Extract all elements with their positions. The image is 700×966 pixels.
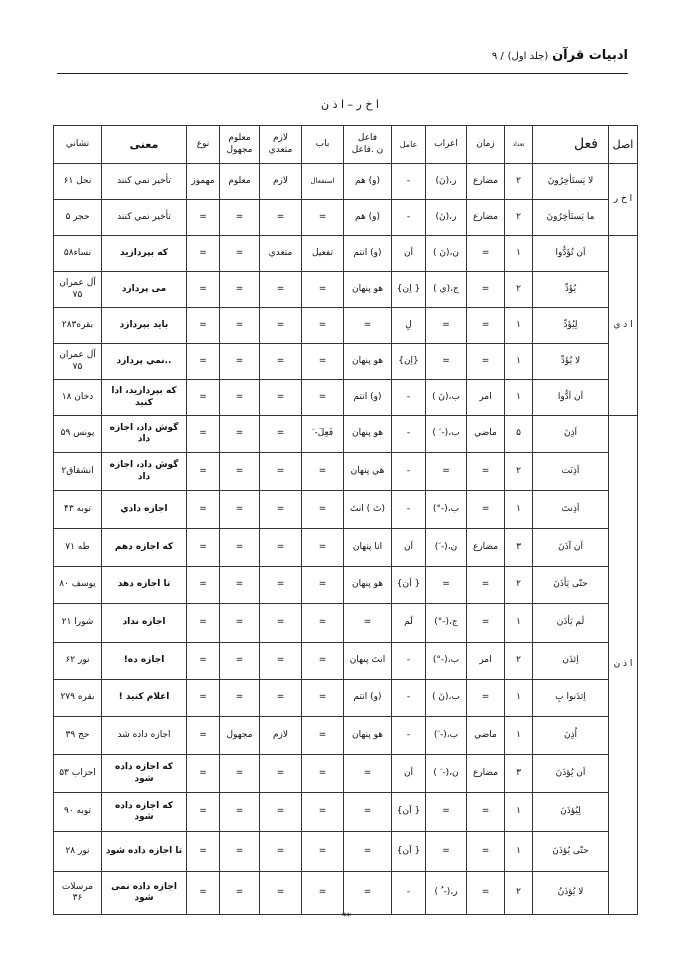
verb-cell: اَذِنتَ (533, 491, 609, 529)
zaman-cell: مضارع (467, 164, 505, 200)
col-header-malum-line2: مجهول (226, 144, 253, 155)
erab-cell: ر،(نَ) (426, 164, 467, 200)
erab-cell: ر،(- ُ ) (426, 872, 467, 915)
erab-cell: ج،(-°) (426, 604, 467, 643)
zaman-cell: = (467, 308, 505, 344)
zaman-cell: = (467, 604, 505, 643)
zaman-cell: = (467, 344, 505, 380)
tedad-cell: ۲ (505, 453, 533, 491)
col-header-fael (344, 126, 392, 164)
bab-cell: = (302, 453, 344, 491)
amel-cell: - (392, 200, 426, 236)
table-row (54, 344, 638, 380)
lazem-cell: = (260, 680, 302, 717)
fael-cell: (تَ ) انتَ (344, 491, 392, 529)
tedad-cell: ۱ (505, 236, 533, 272)
neshani-cell: آل عمران ۷۵ (54, 344, 102, 380)
root-cell: ا خ ر (609, 164, 638, 236)
verb-cell: لا يُؤذَنُ (533, 872, 609, 915)
neshani-cell: توبه ۴۳ (54, 491, 102, 529)
bab-cell: = (302, 872, 344, 915)
verb-cell: اِئذَن (533, 643, 609, 680)
col-header-now: نوع (187, 126, 220, 164)
fael-cell: هو پنهان (344, 272, 392, 308)
amel-cell: - (392, 453, 426, 491)
neshani-cell: حج ۳۹ (54, 717, 102, 755)
verb-cell: اُذِنَ (533, 717, 609, 755)
tedad-cell: ۲ (505, 872, 533, 915)
tedad-cell: ۲ (505, 200, 533, 236)
neshani-cell: نور ۲۸ (54, 832, 102, 872)
now-cell: = (187, 272, 220, 308)
now-cell: = (187, 755, 220, 793)
verb-cell: اِئذَنوا بِ (533, 680, 609, 717)
zaman-cell: = (467, 272, 505, 308)
table-body (54, 164, 638, 915)
now-cell: = (187, 832, 220, 872)
zaman-cell: = (467, 567, 505, 604)
malum-cell: = (220, 344, 260, 380)
malum-cell: معلوم (220, 164, 260, 200)
now-cell: = (187, 200, 220, 236)
malum-cell: = (220, 604, 260, 643)
lazem-cell: = (260, 380, 302, 416)
fael-cell: (و) هم (344, 164, 392, 200)
mana-cell: كه بپردازید، ادا كنید (102, 380, 187, 416)
amel-cell: - (392, 680, 426, 717)
fael-cell: (و) هم (344, 200, 392, 236)
fael-cell: هو پنهان (344, 344, 392, 380)
tedad-cell: ۱ (505, 604, 533, 643)
malum-cell: = (220, 236, 260, 272)
fael-cell: هي پنهان (344, 453, 392, 491)
lazem-cell: = (260, 491, 302, 529)
table-row (54, 308, 638, 344)
amel-cell: - (392, 643, 426, 680)
zaman-cell: = (467, 872, 505, 915)
tedad-cell: ۱ (505, 380, 533, 416)
tedad-cell: ۲ (505, 272, 533, 308)
bab-cell: = (302, 380, 344, 416)
table-header-row (54, 126, 638, 164)
now-cell: = (187, 453, 220, 491)
col-header-malum (220, 126, 260, 164)
table-row (54, 717, 638, 755)
neshani-cell: بقره ۲۷۹ (54, 680, 102, 717)
zaman-cell: امر (467, 380, 505, 416)
erab-cell: ب،(نَ ) (426, 680, 467, 717)
root-cell: ا د ي (609, 236, 638, 416)
col-header-erab: اعراب (426, 126, 467, 164)
amel-cell: اَن (392, 236, 426, 272)
tedad-cell: ۱ (505, 344, 533, 380)
verb-cell: اَن تُؤَدُّوا (533, 236, 609, 272)
zaman-cell: = (467, 832, 505, 872)
table-row (54, 529, 638, 567)
root-cell: ا ذ ن (609, 416, 638, 915)
erab-cell: = (426, 793, 467, 832)
amel-cell: - (392, 380, 426, 416)
tedad-cell: ۳ (505, 755, 533, 793)
zaman-cell: مضارع (467, 529, 505, 567)
lazem-cell: = (260, 453, 302, 491)
fael-cell: = (344, 604, 392, 643)
col-header-lazem (260, 126, 302, 164)
malum-cell: = (220, 416, 260, 453)
mana-cell: اجازه دادي (102, 491, 187, 529)
lazem-cell: = (260, 755, 302, 793)
col-header-zaman: زمان (467, 126, 505, 164)
tedad-cell: ۱ (505, 308, 533, 344)
col-header-malum-line1: معلوم (228, 133, 251, 144)
fael-cell: هو پنهان (344, 416, 392, 453)
table-row (54, 491, 638, 529)
table-row (54, 416, 638, 453)
amel-cell: اَن (392, 529, 426, 567)
table-row (54, 567, 638, 604)
table-row (54, 832, 638, 872)
verb-cell: لِيُؤذَنَ (533, 793, 609, 832)
tedad-cell: ۱ (505, 680, 533, 717)
table-row (54, 872, 638, 915)
tedad-cell: ۳ (505, 529, 533, 567)
lazem-cell: = (260, 272, 302, 308)
malum-cell: = (220, 872, 260, 915)
tedad-cell: ۲ (505, 643, 533, 680)
fael-cell: هو پنهان (344, 567, 392, 604)
verb-cell: لِيُؤَدِّ (533, 308, 609, 344)
lazem-cell: = (260, 308, 302, 344)
amel-cell: لِ (392, 308, 426, 344)
zaman-cell: ماضي (467, 717, 505, 755)
now-cell: = (187, 416, 220, 453)
fael-cell: = (344, 755, 392, 793)
lazem-cell: = (260, 643, 302, 680)
neshani-cell: شورا ۲۱ (54, 604, 102, 643)
lazem-cell: لازم (260, 717, 302, 755)
neshani-cell: یوسف ۸۰ (54, 567, 102, 604)
amel-cell: - (392, 717, 426, 755)
erab-cell: = (426, 832, 467, 872)
fael-cell: = (344, 308, 392, 344)
fael-cell: انتَ پنهان (344, 643, 392, 680)
mana-cell: كه اجازه دهم (102, 529, 187, 567)
bab-cell: = (302, 272, 344, 308)
bab-cell: = (302, 529, 344, 567)
tedad-cell: ۱ (505, 491, 533, 529)
tedad-cell: ۲ (505, 164, 533, 200)
table-row (54, 680, 638, 717)
page-number: / ۹ (491, 51, 504, 62)
lazem-cell: = (260, 344, 302, 380)
malum-cell: = (220, 567, 260, 604)
now-cell: = (187, 643, 220, 680)
malum-cell: = (220, 680, 260, 717)
mana-cell: كه اجازه داده شود (102, 755, 187, 793)
malum-cell: مجهول (220, 717, 260, 755)
neshani-cell: نور ۶۲ (54, 643, 102, 680)
verb-cell: اَن آذَنَ (533, 529, 609, 567)
col-header-lazem-line1: لازم (272, 133, 289, 144)
neshani-cell: بقره۲۸۳ (54, 308, 102, 344)
col-header-neshani: نشاني (54, 126, 102, 164)
erab-cell: ج،(ي ) (426, 272, 467, 308)
bab-cell: = (302, 308, 344, 344)
erab-cell: ب،(-°) (426, 491, 467, 529)
verb-cell: لا يُؤَدِّ (533, 344, 609, 380)
malum-cell: = (220, 380, 260, 416)
erab-cell: ب،(- َ) (426, 717, 467, 755)
zaman-cell: = (467, 491, 505, 529)
now-cell: = (187, 793, 220, 832)
now-cell: = (187, 567, 220, 604)
mana-cell: ..نمي پردازد (102, 344, 187, 380)
tedad-cell: ۲ (505, 567, 533, 604)
now-cell: مهموز (187, 164, 220, 200)
lazem-cell: = (260, 529, 302, 567)
erab-cell: ب،(-°) (426, 643, 467, 680)
zaman-cell: مضارع (467, 755, 505, 793)
neshani-cell: آل عمران ۷۵ (54, 272, 102, 308)
mana-cell: اجازه داده شد (102, 717, 187, 755)
amel-cell: - (392, 416, 426, 453)
amel-cell: {اِن} (392, 344, 426, 380)
now-cell: = (187, 872, 220, 915)
col-header-mana: معنی (102, 126, 187, 164)
bab-cell: = (302, 680, 344, 717)
erab-cell: = (426, 453, 467, 491)
amel-cell: - (392, 164, 426, 200)
neshani-cell: احزاب ۵۳ (54, 755, 102, 793)
bab-cell: = (302, 604, 344, 643)
malum-cell: = (220, 200, 260, 236)
lazem-cell: = (260, 832, 302, 872)
verb-cell: حتّی يُؤذَنَ (533, 832, 609, 872)
lazem-cell: = (260, 793, 302, 832)
verb-cell: اَذِنَت (533, 453, 609, 491)
fael-cell: = (344, 793, 392, 832)
malum-cell: = (220, 308, 260, 344)
now-cell: = (187, 236, 220, 272)
neshani-cell: یونس ۵۹ (54, 416, 102, 453)
table-row (54, 755, 638, 793)
page-footer-mark: ** (342, 912, 351, 922)
now-cell: = (187, 529, 220, 567)
erab-cell: ب،(نَ ) (426, 380, 467, 416)
erab-cell: ب،(- َ ) (426, 416, 467, 453)
amel-cell: اَن (392, 755, 426, 793)
mana-cell: اجازه داده نمی شود (102, 872, 187, 915)
mana-cell: كه اجازه داده شود (102, 793, 187, 832)
bab-cell: = (302, 344, 344, 380)
table-row (54, 380, 638, 416)
tedad-cell: ۱ (505, 832, 533, 872)
erab-cell: ر،(نَ) (426, 200, 467, 236)
mana-cell: گوش داد، اجازه داد (102, 416, 187, 453)
fael-cell: انا پنهان (344, 529, 392, 567)
erab-cell: = (426, 308, 467, 344)
fael-cell: هو پنهان (344, 717, 392, 755)
malum-cell: = (220, 529, 260, 567)
amel-cell: - (392, 872, 426, 915)
zaman-cell: مضارع (467, 200, 505, 236)
fael-cell: (و) انتم (344, 380, 392, 416)
verb-analysis-table (53, 125, 638, 915)
now-cell: = (187, 717, 220, 755)
zaman-cell: امر (467, 643, 505, 680)
table-row (54, 236, 638, 272)
mana-cell: گوش داد، اجازه داد (102, 453, 187, 491)
bab-cell: = (302, 491, 344, 529)
volume-label: (جلد اول) (507, 51, 549, 62)
col-header-bab: باب (302, 126, 344, 164)
lazem-cell: = (260, 416, 302, 453)
col-header-lazem-line2: متعدي (268, 144, 293, 155)
malum-cell: = (220, 832, 260, 872)
amel-cell: لَم (392, 604, 426, 643)
fael-cell: (و) انتم (344, 236, 392, 272)
mana-cell: اجازه نداد (102, 604, 187, 643)
now-cell: = (187, 680, 220, 717)
verb-cell: اَن يُؤذَنَ (533, 755, 609, 793)
verb-cell: لا يَستَأخِرُونَ (533, 164, 609, 200)
fael-cell: = (344, 872, 392, 915)
neshani-cell: طه ۷۱ (54, 529, 102, 567)
tedad-cell: ۱ (505, 793, 533, 832)
amel-cell: { اَن} (392, 832, 426, 872)
col-header-fael-line1: فاعل (357, 133, 378, 144)
amel-cell: { اِن} (392, 272, 426, 308)
lazem-cell: = (260, 604, 302, 643)
page-header (62, 48, 628, 70)
neshani-cell: نساء۵۸ (54, 236, 102, 272)
bab-cell: = (302, 643, 344, 680)
erab-cell: ن،(- َ ) (426, 755, 467, 793)
lazem-cell: = (260, 567, 302, 604)
mana-cell: تأخیر نمي كنند (102, 200, 187, 236)
neshani-cell: دخان ۱۸ (54, 380, 102, 416)
malum-cell: = (220, 491, 260, 529)
verb-cell: ما يَستَأخِرُونَ (533, 200, 609, 236)
zaman-cell: ماضي (467, 416, 505, 453)
header-divider (57, 73, 628, 74)
zaman-cell: = (467, 680, 505, 717)
section-subtitle: ا خ ر – ا ذ ن (321, 98, 379, 111)
table-row (54, 643, 638, 680)
malum-cell: = (220, 272, 260, 308)
bab-cell: = (302, 832, 344, 872)
col-header-asl: اصل (609, 126, 638, 164)
col-header-fael-line2: ن .فاعل (351, 144, 384, 155)
zaman-cell: = (467, 793, 505, 832)
bab-cell: استفعال (302, 164, 344, 200)
tedad-cell: ۵ (505, 416, 533, 453)
now-cell: = (187, 308, 220, 344)
zaman-cell: = (467, 236, 505, 272)
erab-cell: ن،(- َ) (426, 529, 467, 567)
malum-cell: = (220, 755, 260, 793)
now-cell: = (187, 344, 220, 380)
erab-cell: = (426, 344, 467, 380)
neshani-cell: انشقاق۲ (54, 453, 102, 491)
lazem-cell: لازم (260, 164, 302, 200)
mana-cell: تا اجازه داده شود (102, 832, 187, 872)
table-row (54, 200, 638, 236)
fael-cell: = (344, 832, 392, 872)
table-row (54, 164, 638, 200)
malum-cell: = (220, 793, 260, 832)
mana-cell: تأخیر نمي كنند (102, 164, 187, 200)
lazem-cell: = (260, 200, 302, 236)
neshani-cell: حجر ۵ (54, 200, 102, 236)
bab-cell: = (302, 567, 344, 604)
neshani-cell: نحل ۶۱ (54, 164, 102, 200)
table-row (54, 272, 638, 308)
erab-cell: ن،(نَ ) (426, 236, 467, 272)
col-header-amel: عامل (392, 126, 426, 164)
table-row (54, 453, 638, 491)
verb-cell: لَم يَأذَن (533, 604, 609, 643)
mana-cell: تا اجازه دهد (102, 567, 187, 604)
book-title: ادبیات قرآن (552, 48, 628, 63)
bab-cell: = (302, 200, 344, 236)
mana-cell: می پردازد (102, 272, 187, 308)
lazem-cell: = (260, 872, 302, 915)
mana-cell: باید بپردازد (102, 308, 187, 344)
bab-cell: فَعِلَ- َ (302, 416, 344, 453)
verb-cell: يُؤَدِّ (533, 272, 609, 308)
now-cell: = (187, 491, 220, 529)
verb-cell: اَن اَدُّوا (533, 380, 609, 416)
lazem-cell: متعدي (260, 236, 302, 272)
amel-cell: { اَن} (392, 567, 426, 604)
mana-cell: اجازه ده! (102, 643, 187, 680)
table-row (54, 793, 638, 832)
amel-cell: - (392, 491, 426, 529)
neshani-cell: مرسلات ۳۶ (54, 872, 102, 915)
bab-cell: تفعیل (302, 236, 344, 272)
now-cell: = (187, 380, 220, 416)
erab-cell: = (426, 567, 467, 604)
amel-cell: { اَن} (392, 793, 426, 832)
bab-cell: = (302, 793, 344, 832)
malum-cell: = (220, 453, 260, 491)
col-header-fel: فعل (533, 126, 609, 164)
bab-cell: = (302, 755, 344, 793)
mana-cell: كه بپردازید (102, 236, 187, 272)
malum-cell: = (220, 643, 260, 680)
col-header-tedad: تعداد (505, 126, 533, 164)
bab-cell: = (302, 717, 344, 755)
tedad-cell: ۱ (505, 717, 533, 755)
mana-cell: اعلام كنید ! (102, 680, 187, 717)
table-row (54, 604, 638, 643)
neshani-cell: توبه ۹۰ (54, 793, 102, 832)
fael-cell: (و) انتم (344, 680, 392, 717)
verb-cell: اَذِنَ (533, 416, 609, 453)
verb-cell: حتّی يَأذَنَ (533, 567, 609, 604)
now-cell: = (187, 604, 220, 643)
zaman-cell: = (467, 453, 505, 491)
